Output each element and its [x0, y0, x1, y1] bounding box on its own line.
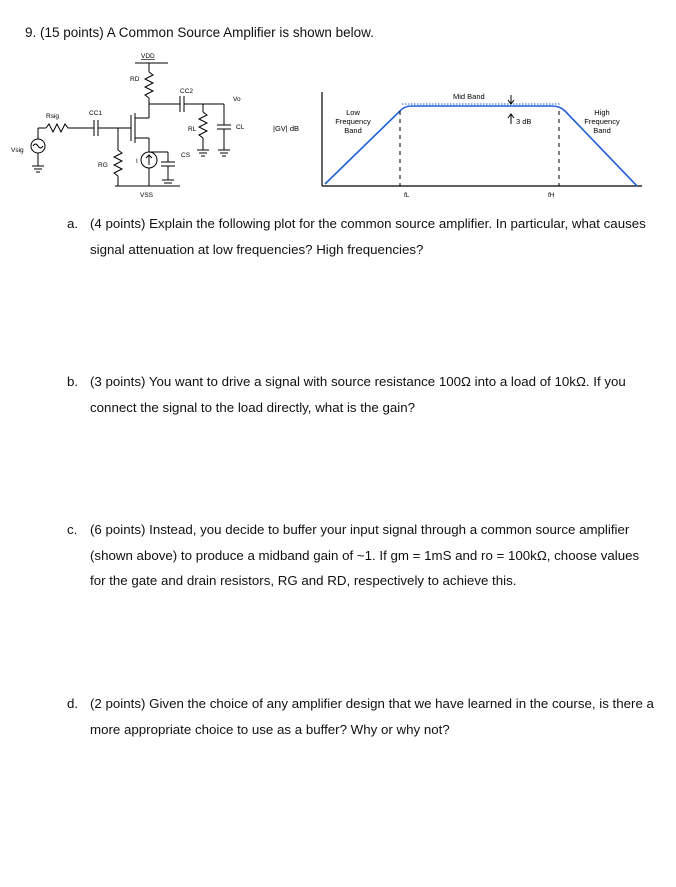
circuit-labels [11, 53, 245, 199]
rl-label: RL [188, 126, 197, 133]
question-figure [0, 44, 676, 214]
high-band-line2: Frequency [584, 117, 620, 126]
low-band-line2: Frequency [335, 117, 371, 126]
part-a-text: (4 points) Explain the following plot for the common source amplifier. In particular, what causes signal attenuation at low frequencies? High frequencies? [90, 216, 646, 257]
rsig-resistor [46, 124, 70, 132]
frequency-response-plot [273, 92, 642, 199]
fh-label: fH [548, 192, 555, 199]
part-b-text: (3 points) You want to drive a signal with source resistance 100Ω into a load of 10kΩ. If you connect the signal to the load directly, what is the gain? [90, 374, 626, 415]
cc2-label: CC2 [180, 88, 194, 95]
high-band-line1: High [594, 108, 610, 117]
rg-resistor [114, 150, 122, 176]
plot-ylabel: |GV| dB [273, 124, 299, 133]
vo-label: Vo [233, 96, 241, 103]
vss-label: VSS [140, 192, 154, 199]
part-c-letter: c. [67, 522, 78, 537]
part-d-text: (2 points) Given the choice of any amplifier design that we have learned in the course, is there a more appropriate choice to use as a buffer? Why or why not? [90, 696, 654, 737]
part-c-text: (6 points) Instead, you decide to buffer your input signal through a common source amplifier (shown above) to produce a midband gain of ~1. If gm = 1mS and ro = 100kΩ, choose values for the gate and drain resistors, RG and RD, respectively to achieve this. [90, 522, 640, 588]
rd-label: RD [130, 76, 140, 83]
i-label: I [136, 158, 138, 165]
high-band-line3: Band [593, 126, 611, 135]
part-d-letter: d. [67, 696, 79, 711]
low-band-line1: Low [346, 108, 360, 117]
vsig-label: Vsig [11, 147, 24, 154]
cs-label: CS [181, 152, 191, 159]
part-a-letter: a. [67, 216, 79, 231]
rd-resistor [145, 72, 153, 98]
rl-resistor [199, 112, 207, 138]
low-band-line3: Band [344, 126, 362, 135]
rsig-label: Rsig [46, 113, 60, 120]
three-db-label: 3 dB [516, 117, 532, 126]
cl-label: CL [236, 124, 245, 131]
part-b-letter: b. [67, 374, 79, 389]
question-title: 9. (15 points) A Common Source Amplifier is shown below. [25, 25, 374, 40]
vdd-label: VDD [141, 53, 155, 60]
mid-band-label: Mid Band [453, 92, 485, 101]
cc1-label: CC1 [89, 110, 103, 117]
fl-label: fL [404, 192, 410, 199]
rg-label: RG [98, 162, 108, 169]
